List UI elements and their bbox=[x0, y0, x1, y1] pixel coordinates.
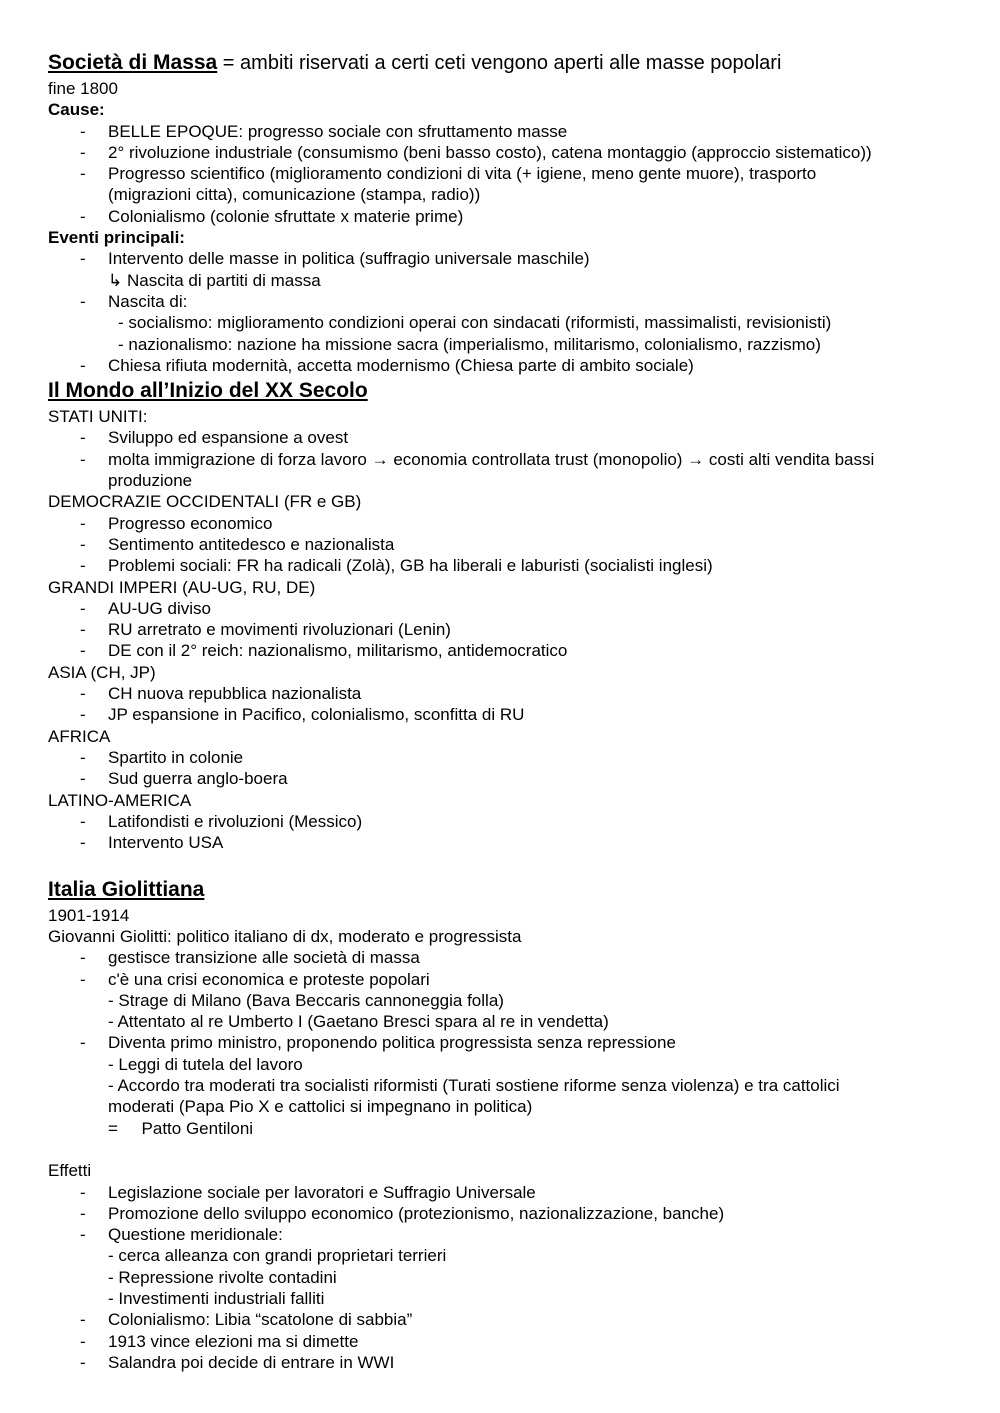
list-item: - Questione meridionale: bbox=[80, 1225, 283, 1245]
list-item: - Sviluppo ed espansione a ovest bbox=[80, 428, 349, 448]
list-item: - gestisce transizione alle società di massa bbox=[80, 948, 420, 968]
list-item: - Intervento USA bbox=[80, 833, 224, 853]
list-subitem: - Accordo tra moderati tra socialisti riformisti (Turati sostiene riforme senza violenza) e tra cattolici bbox=[108, 1076, 840, 1096]
list-subitem: - Investimenti industriali falliti bbox=[108, 1289, 325, 1309]
section-heading-italia-giolittiana bbox=[48, 875, 958, 905]
intro-line: Giovanni Giolitti: politico italiano di dx, moderato e progressista bbox=[48, 926, 522, 946]
list-subitem: ↳ Nascita di partiti di massa bbox=[108, 270, 321, 290]
region-label: DEMOCRAZIE OCCIDENTALI (FR e GB) bbox=[48, 492, 362, 512]
list-item: - Legislazione sociale per lavoratori e Suffragio Universale bbox=[80, 1182, 536, 1202]
list-item: - CH nuova repubblica nazionalista bbox=[80, 684, 362, 704]
list-item-continuation: (migrazioni citta), comunicazione (stampa, radio)) bbox=[108, 185, 481, 205]
subheading-effetti: Effetti bbox=[48, 1161, 92, 1181]
list-item: - c'è una crisi economica e proteste popolari bbox=[80, 969, 430, 989]
list-item: - 1913 vince elezioni ma si dimette bbox=[80, 1331, 359, 1351]
list-subitem: - socialismo: miglioramento condizioni operai con sindacati (riformisti, massimalisti, revisionisti) bbox=[118, 313, 832, 333]
list-item: - 2° rivoluzione industriale (consumismo (beni basso costo), catena montaggio (approccio sistematico)) bbox=[80, 142, 872, 162]
list-item: - Sentimento antitedesco e nazionalista bbox=[80, 534, 395, 554]
list-item: - Nascita di: bbox=[80, 291, 188, 311]
region-label: STATI UNITI: bbox=[48, 407, 148, 427]
list-item: - AU-UG diviso bbox=[80, 598, 211, 618]
list-item: - Chiesa rifiuta modernità, accetta modernismo (Chiesa parte di ambito sociale) bbox=[80, 355, 694, 375]
list-item-continuation: produzione bbox=[108, 471, 193, 491]
list-subitem: - cerca alleanza con grandi proprietari terrieri bbox=[108, 1246, 447, 1266]
spacer bbox=[48, 853, 958, 874]
list-item: - JP espansione in Pacifico, colonialismo, sconfitta di RU bbox=[80, 705, 525, 725]
list-subitem: - Attentato al re Umberto I (Gaetano Bresci spara al re in vendetta) bbox=[108, 1012, 609, 1032]
section-title: Il Mondo all’Inizio del XX Secolo bbox=[48, 379, 368, 403]
spacer bbox=[48, 1139, 958, 1160]
subheading-eventi: Eventi principali: bbox=[48, 228, 185, 248]
date-line: 1901-1914 bbox=[48, 905, 130, 925]
document-page bbox=[48, 48, 958, 1373]
section-title: Italia Giolittiana bbox=[48, 877, 205, 901]
date-line: fine 1800 bbox=[48, 79, 118, 98]
list-item: - Progresso scientifico (miglioramento condizioni di vita (+ igiene, meno gente muore), trasporto bbox=[80, 164, 817, 184]
list-item: - Colonialismo (colonie sfruttate x materie prime) bbox=[80, 206, 464, 226]
section-title: Società di Massa bbox=[48, 51, 218, 74]
list-item: - molta immigrazione di forza lavoro → economia controllata trust (monopolio) → costi alti vendita bassi bbox=[80, 449, 875, 469]
list-subitem: moderati (Papa Pio X e cattolici si impegnano in politica) bbox=[108, 1097, 533, 1117]
list-item: - Problemi sociali: FR ha radicali (Zolà), GB ha liberali e laburisti (socialisti inglesi) bbox=[80, 556, 713, 576]
list-item: - Latifondisti e rivoluzioni (Messico) bbox=[80, 811, 363, 831]
list-subitem: - Leggi di tutela del lavoro bbox=[108, 1054, 303, 1074]
list-item: - Promozione dello sviluppo economico (protezionismo, nazionalizzazione, banche) bbox=[80, 1203, 725, 1223]
list-item: - DE con il 2° reich: nazionalismo, militarismo, antidemocratico bbox=[80, 641, 568, 661]
subheading-cause: Cause: bbox=[48, 100, 105, 120]
section-heading-mondo bbox=[48, 376, 958, 406]
region-label: AFRICA bbox=[48, 726, 111, 746]
list-item: - BELLE EPOQUE: progresso sociale con sfruttamento masse bbox=[80, 121, 568, 141]
list-item: - RU arretrato e movimenti rivoluzionari (Lenin) bbox=[80, 620, 451, 640]
list-subitem: - Strage di Milano (Bava Beccaris cannoneggia folla) bbox=[108, 990, 504, 1010]
list-item: - Spartito in colonie bbox=[80, 747, 244, 767]
list-subitem: - Repressione rivolte contadini bbox=[108, 1267, 337, 1287]
region-label: GRANDI IMPERI (AU-UG, RU, DE) bbox=[48, 577, 316, 597]
region-label: LATINO-AMERICA bbox=[48, 790, 192, 810]
list-item: - Progresso economico bbox=[80, 513, 273, 533]
list-item: - Intervento delle masse in politica (suffragio universale maschile) bbox=[80, 249, 590, 269]
list-subitem: = Patto Gentiloni bbox=[108, 1118, 254, 1138]
region-label: ASIA (CH, JP) bbox=[48, 662, 156, 682]
section-heading-societa-di-massa bbox=[48, 48, 958, 78]
list-item: - Diventa primo ministro, proponendo politica progressista senza repressione bbox=[80, 1033, 676, 1053]
section-definition: = ambiti riservati a certi ceti vengono aperti alle masse popolari bbox=[217, 52, 782, 74]
list-item: - Colonialismo: Libia “scatolone di sabbia” bbox=[80, 1310, 413, 1330]
list-item: - Salandra poi decide di entrare in WWI bbox=[80, 1352, 395, 1372]
list-item: - Sud guerra anglo-boera bbox=[80, 769, 288, 789]
list-subitem: - nazionalismo: nazione ha missione sacra (imperialismo, militarismo, colonialismo, razzismo) bbox=[118, 334, 821, 354]
